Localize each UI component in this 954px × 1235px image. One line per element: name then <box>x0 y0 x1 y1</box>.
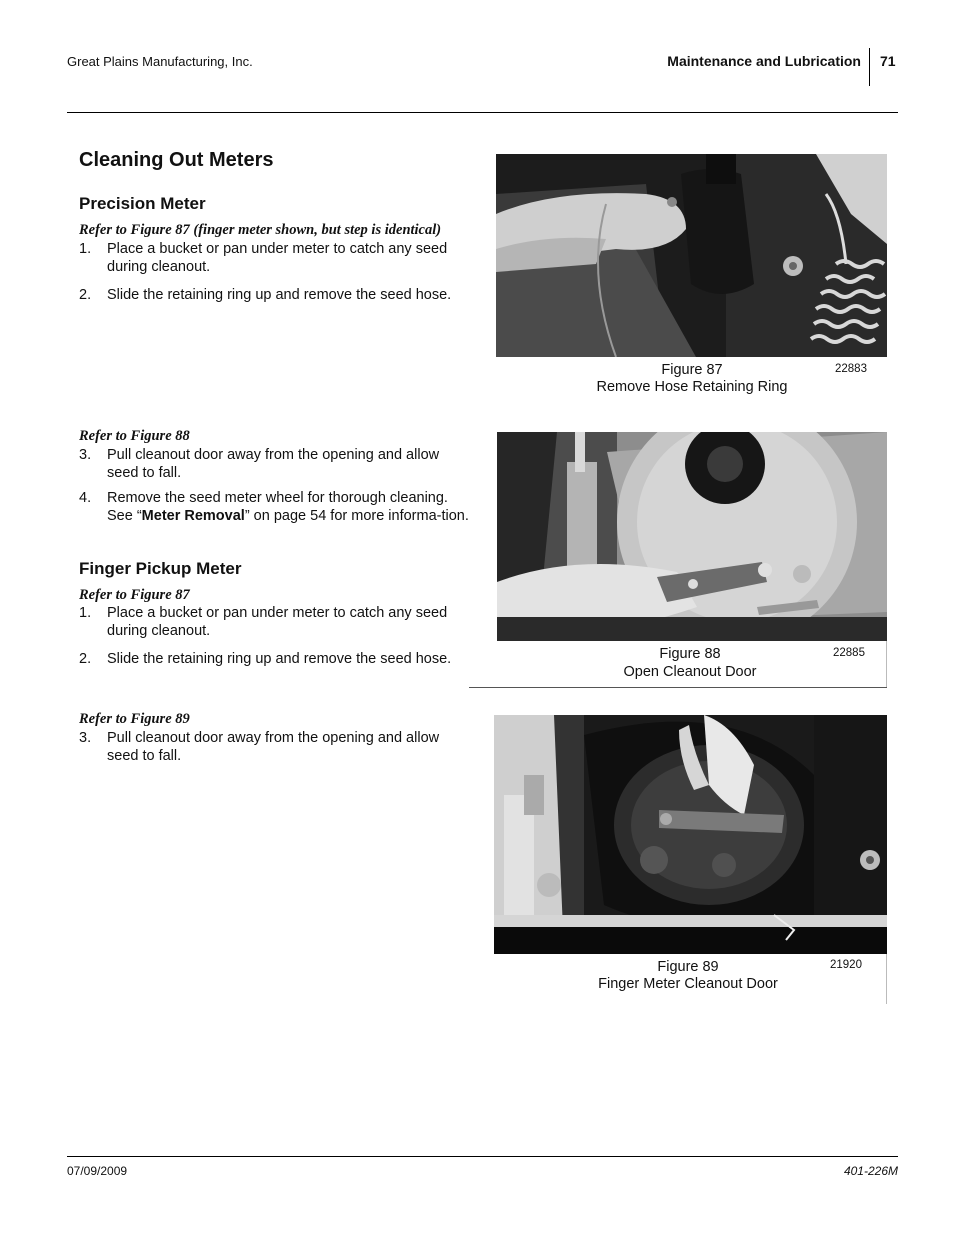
footer-rule <box>67 1156 898 1157</box>
step-number: 2. <box>79 287 92 303</box>
step-number: 1. <box>79 605 92 621</box>
step-number: 1. <box>79 241 92 257</box>
figure-87-code: 22883 <box>835 363 867 375</box>
step-number: 2. <box>79 651 92 667</box>
figure-88-photo <box>497 432 887 641</box>
step-text: Pull cleanout door away from the opening and allow seed to fall. <box>107 730 440 764</box>
finger-pickup-heading: Finger Pickup Meter <box>79 559 242 578</box>
footer-part-number: 401-226M <box>843 1164 898 1178</box>
section-title: Maintenance and Lubrication <box>667 53 861 69</box>
step-text: Place a bucket or pan under meter to catch any seed during cleanout. <box>107 241 448 275</box>
figure-89-code: 21920 <box>830 959 862 971</box>
step-text: Pull cleanout door away from the opening and allow seed to fall. <box>107 447 440 481</box>
company-name: Great Plains Manufacturing, Inc. <box>67 54 253 69</box>
figure-89-label: Figure 89 <box>657 959 719 975</box>
precision-meter-heading: Precision Meter <box>79 194 206 213</box>
figure-89-caption: Finger Meter Cleanout Door <box>598 976 778 992</box>
precision-ref-1: Refer to Figure 87 (finger meter shown, but step is identical) <box>79 222 442 238</box>
step-number: 3. <box>79 447 92 463</box>
step-text <box>107 490 469 525</box>
step-number: 3. <box>79 730 92 746</box>
step-text: Slide the retaining ring up and remove the seed hose. <box>107 651 452 667</box>
step-number: 4. <box>79 490 92 506</box>
figure-87-photo <box>496 154 887 357</box>
figure-87-label: Figure 87 <box>661 362 723 378</box>
page-title: Cleaning Out Meters <box>79 149 274 171</box>
figure-87-caption: Remove Hose Retaining Ring <box>596 379 788 395</box>
precision-ref-2: Refer to Figure 88 <box>79 428 190 444</box>
figure-88-code: 22885 <box>833 647 865 659</box>
header-divider <box>869 48 870 86</box>
figure-88-frame-bottom <box>469 687 887 688</box>
figure-88-caption: Open Cleanout Door <box>623 664 757 680</box>
finger-ref-2: Refer to Figure 89 <box>79 711 190 727</box>
figure-88-frame-right <box>886 641 887 687</box>
footer-date: 07/09/2009 <box>67 1164 128 1178</box>
finger-ref-1: Refer to Figure 87 <box>79 587 190 603</box>
header-rule <box>67 112 898 113</box>
step-text-part: ” on page 54 for more informa-tion. <box>244 507 469 524</box>
step-text: Place a bucket or pan under meter to catch any seed during cleanout. <box>107 605 448 639</box>
step-text: Slide the retaining ring up and remove the seed hose. <box>107 287 452 303</box>
step-text-part: Remove the seed meter wheel for thorough cleaning. See “ <box>107 490 448 524</box>
page-number: 71 <box>880 53 896 69</box>
meter-removal-link-text: Meter Removal <box>141 507 245 524</box>
figure-89-frame-right <box>886 954 887 1004</box>
figure-89-photo <box>494 715 887 954</box>
figure-88-label: Figure 88 <box>659 646 721 662</box>
